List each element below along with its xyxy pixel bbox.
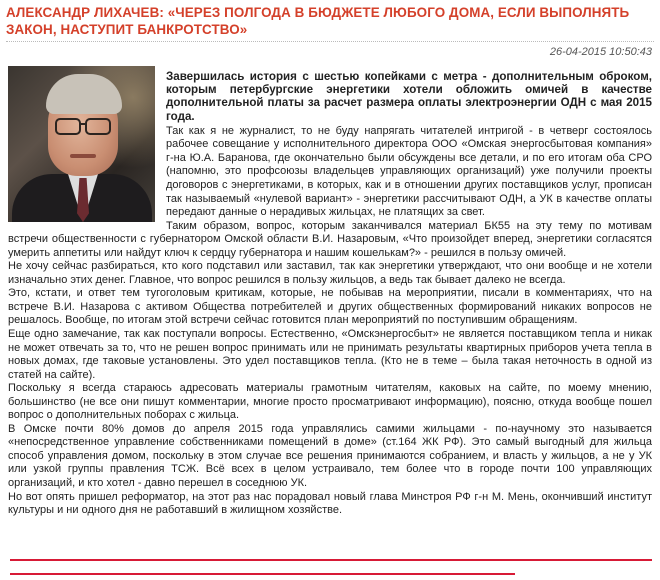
article-title: АЛЕКСАНДР ЛИХАЧЕВ: «ЧЕРЕЗ ПОЛГОДА В БЮДЖЕТЕ ЛЮБОГО ДОМА, ЕСЛИ ВЫПОЛНЯТЬ ЗАКОН, НАСТУПИТ БАНКРОТСТВО»	[6, 5, 630, 37]
publish-date: 26-04-2015 10:50:43	[549, 46, 652, 58]
paragraph-7: В Омске почти 80% домов до апреля 2015 года управлялись самими жильцами - по-научному это называется «непосредственное управление собственниками помещений в доме» (ст.164 ЖК РФ). Это самый выгодный для жильца способ управления домом, поскольку в этом случае все решения принимаются собранием, и власть у жильцов, а не у УК или узкой группы правления ТСЖ. Всё всех в целом устраивало, тем более что в городе почти 100 управляющих организаций, и кто хотел - давно перешел в соседнюю УК.	[8, 422, 652, 490]
highlight-underline-2	[10, 573, 515, 575]
paragraph-2: Таким образом, вопрос, которым заканчивался материал БК55 на эту тему по мотивам встречи общественности с губернатором Омской области В.И. Назаровым, «Что произойдет вперед, энергетики согласятся умерить аппетиты или найдут ключ к сердцу губернатора и нашим кошелькам?» - решился в пользу омичей.	[8, 219, 652, 259]
paragraph-5: Еще одно замечание, так как поступали вопросы. Естественно, «Омскэнергосбыт» не является поставщиком тепла и никак не может отвечать за то, что не решен вопрос принимать или не принимать результаты квартирных приборов учета тепла в новых домах, где таковые установлены. Это удел поставщиков тепла. (Кто не в теме – была такая неточность в одной из статей на сайте).	[8, 328, 652, 381]
paragraph-1: Так как я не журналист, то не буду напрягать читателей интригой - в четверг состоялось рабочее совещание у исполнительного директора ООО «Омская энергосбытовая компания» г-на Ю.А. Баранова, где окончательно были обсуждены все детали, и по его итогам оба СРО (напомню, это профсоюзы владельцев управляющих организаций) уже получили проекты договоров с энергетиками, в которых, как и в отношении других поставщиков услуг, прописан так называемый «нулевой вариант» - энергетики рассчитывают ОДН, а УК в качестве оплаты передают данные о нерадивых жильцах, не платящих за свет.	[166, 124, 652, 219]
paragraph-8: Но вот опять пришел реформатор, на этот раз нас порадовал новый глава Минстроя РФ г-н М. Мень, окончивший институт культуры и ни одного дня не работавший в жилищном хозяйстве.	[8, 490, 652, 517]
paragraph-4: Это, кстати, и ответ тем тугоголовым критикам, которые, не побывав на мероприятии, писали в комментариях, что на встрече В.И. Назарова с активом Общества потребителей и других общественных формирований никаких вопросов не решалось. Вообще, по итогам этой встречи сейчас готовится план мероприятий по поступившим обращениям.	[8, 287, 652, 327]
title-divider	[6, 41, 654, 42]
highlight-underline-1	[10, 559, 652, 561]
article-lead: Завершилась история с шестью копейками с метра - дополнительным оброком, которым петербургские энергетики хотели обложить омичей в качестве дополнительной платы за расчет размера оплаты электроэнергии ОДН с мая 2015 года.	[166, 70, 652, 123]
paragraph-3: Не хочу сейчас разбираться, кто кого подставил или заставил, так как энергетики утверждают, что они вообще и не хотели изначально этих денег. Главное, что вопрос решился в пользу жильцов, а ведь так бывает далеко не всегда.	[8, 260, 652, 286]
article-body	[8, 70, 652, 518]
paragraph-6: Поскольку я всегда стараюсь адресовать материалы грамотным читателям, каковых на сайте, по моему мнению, большинство (не все они пишут комментарии, многие просто просматривают информацию), поясню, откуда вообще пошел вопрос о дополнительных поборах с жильца.	[8, 382, 652, 422]
